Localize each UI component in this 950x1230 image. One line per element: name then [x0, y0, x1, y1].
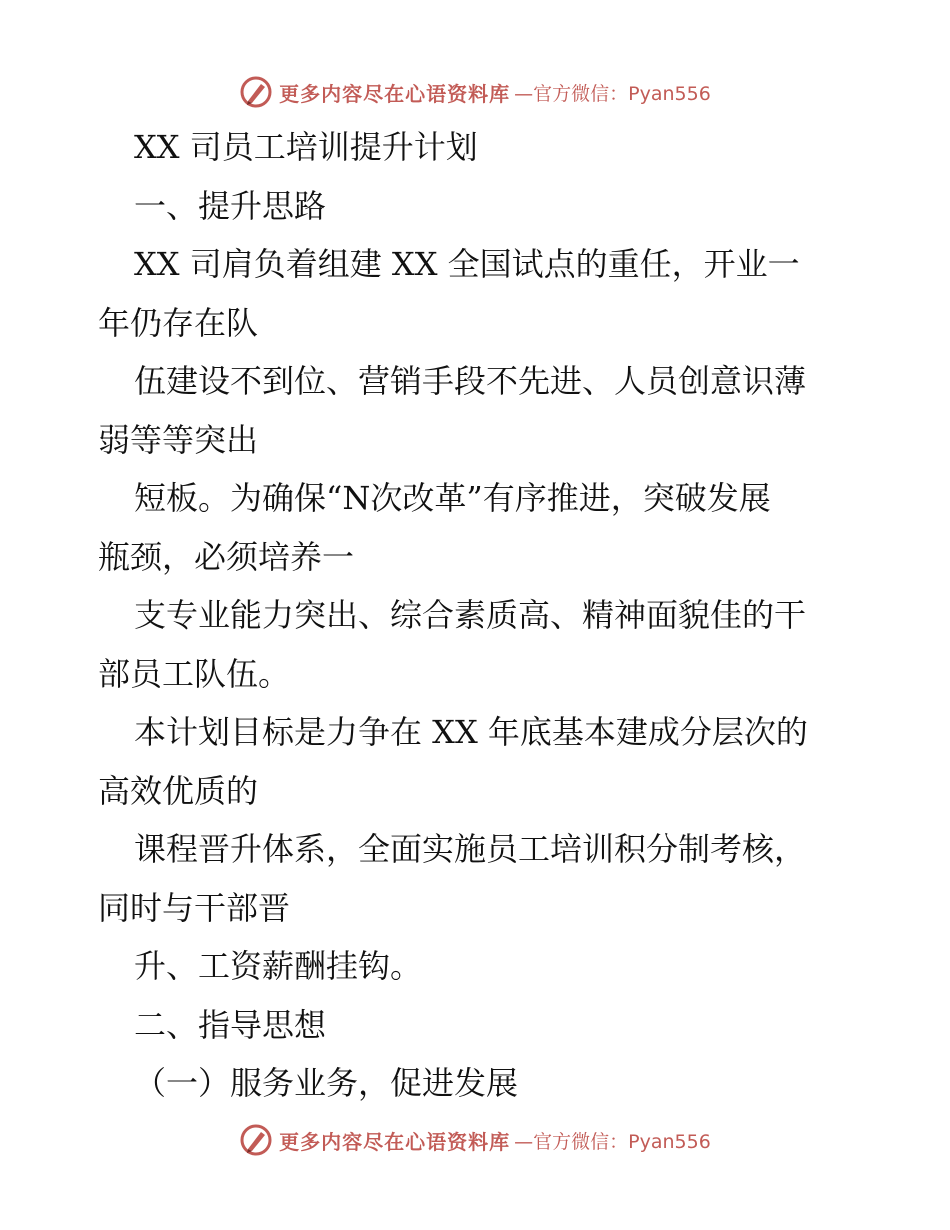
pen-logo-icon [239, 75, 273, 109]
doc-line: XX 司肩负着组建 XX 全国试点的重任，开业一 [134, 245, 800, 283]
doc-line: 一、提升思路 [134, 186, 327, 225]
header-brand-text: 更多内容尽在心语资料库 [279, 81, 511, 106]
doc-line: 部员工队伍。 [98, 654, 291, 693]
doc-line: 二、指导思想 [134, 1005, 327, 1044]
doc-line: 本计划目标是力争在 XX 年底基本建成分层次的 [134, 713, 808, 751]
doc-line: 高效优质的 [98, 771, 259, 810]
doc-line: 升、工资薪酬挂钩。 [134, 947, 423, 985]
header-wechat-text: —官方微信：Pyan556 [514, 82, 711, 105]
doc-line: 同时与干部晋 [98, 888, 291, 927]
doc-line: 年仍存在队 [98, 303, 259, 342]
document-body [98, 118, 858, 1113]
footer-watermark [0, 1118, 950, 1162]
doc-line: 支专业能力突出、综合素质高、精神面貌佳的干 [134, 596, 807, 634]
doc-line: 瓶颈，必须培养一 [98, 537, 355, 576]
doc-line: 短板。为确保“N次改革”有序推进，突破发展 [134, 479, 771, 517]
doc-line: XX 司员工培训提升计划 [134, 128, 478, 166]
doc-line: （一）服务业务，促进发展 [134, 1064, 519, 1102]
doc-line: 弱等等突出 [98, 420, 259, 459]
header-watermark [0, 70, 950, 114]
footer-wechat-text: —官方微信：Pyan556 [514, 1130, 711, 1153]
footer-brand-text: 更多内容尽在心语资料库 [279, 1129, 511, 1154]
doc-line: 课程晋升体系，全面实施员工培训积分制考核， [134, 830, 807, 868]
pen-logo-icon [239, 1123, 273, 1157]
doc-line: 伍建设不到位、营销手段不先进、人员创意识薄 [134, 362, 807, 400]
